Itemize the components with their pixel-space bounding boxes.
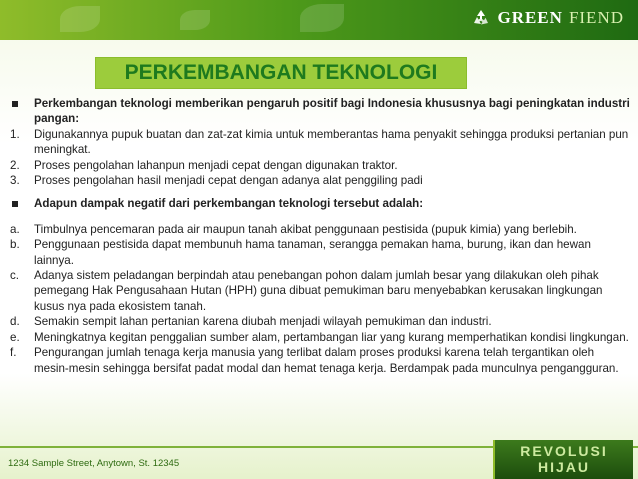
- list-item-text: Meningkatnya kegitan penggalian sumber alam, pertambangan liar yang kurang memperhatikan kondisi lingkungan.: [34, 330, 629, 344]
- list-marker: 1.: [10, 127, 20, 141]
- list-item-text: Pengurangan jumlah tenaga kerja manusia yang terlibat dalam proses produksi karena telah tergantikan oleh mesin-mesin sehingga bersifat padat modal dan hemat tenaga kerja. Berdampak pada munculnya pengangguran.: [34, 346, 619, 375]
- list-item: [10, 237, 630, 268]
- list-marker: c.: [10, 269, 20, 283]
- list-marker: 2.: [10, 158, 20, 172]
- bullet-square-icon: [12, 101, 18, 107]
- list-item: [10, 222, 630, 237]
- brand-word-green: GREEN: [497, 8, 563, 27]
- revolusi-hijau-badge: [493, 440, 633, 479]
- brand-logo: [471, 8, 624, 28]
- brand-word-fiend: FIEND: [568, 8, 624, 27]
- list-item: [10, 173, 630, 188]
- badge-line1: REVOLUSI: [520, 443, 608, 459]
- slide-content: [10, 96, 630, 376]
- list-marker: 3.: [10, 174, 20, 188]
- section1-bullet: [10, 96, 630, 127]
- list-marker: a.: [10, 222, 20, 236]
- leaf-decoration: [60, 6, 100, 32]
- list-item: [10, 314, 630, 329]
- slide-title: PERKEMBANGAN TEKNOLOGI: [96, 58, 466, 88]
- list-item-text: Timbulnya pencemaran pada air maupun tanah akibat penggunaan pestisida (pupuk kimia) yang berlebih.: [34, 222, 577, 236]
- list-item: [10, 127, 630, 158]
- list-item-text: Adanya sistem peladangan berpindah atau penebangan pohon dalam jumlah besar yang dilakukan oleh pihak pemegang Hak Pengusahaan Hutan (HPH) guna dibuat pemukiman baru menyebabkan kerusakan lingkungan kusus nya pada ekosistem tanah.: [34, 269, 603, 313]
- list-item-text: Semakin sempit lahan pertanian karena diubah menjadi wilayah pemukiman dan industri.: [34, 315, 492, 329]
- bullet-square-icon: [12, 201, 18, 207]
- leaf-decoration: [300, 4, 344, 32]
- list-item-text: Penggunaan pestisida dapat membunuh hama tanaman, serangga pemakan hama, burung, ikan dan hewan lainnya.: [34, 238, 591, 267]
- list-marker: e.: [10, 330, 20, 344]
- recycle-icon: [471, 8, 491, 28]
- list-marker: f.: [10, 346, 17, 360]
- list-item-text: Proses pengolahan hasil menjadi cepat dengan adanya alat penggiling padi: [34, 174, 423, 188]
- list-marker: b.: [10, 238, 20, 252]
- list-item: [10, 330, 630, 345]
- section2-bullet-text: Adapun dampak negatif dari perkembangan teknologi tersebut adalah:: [34, 197, 424, 211]
- badge-line2: HIJAU: [537, 459, 590, 475]
- list-marker: d.: [10, 315, 20, 329]
- list-item-text: Digunakannya pupuk buatan dan zat-zat kimia untuk memberantas hama penyakit sehingga produksi pertanian pun meningkat.: [34, 127, 629, 157]
- list-item: [10, 268, 630, 314]
- list-item: [10, 158, 630, 173]
- header-bar: [0, 0, 638, 40]
- section2-bullet: [10, 196, 630, 211]
- leaf-decoration: [180, 10, 210, 30]
- section1-bullet-text: Perkembangan teknologi memberikan pengaruh positif bagi Indonesia khususnya bagi peningkatan industri pangan:: [34, 97, 630, 126]
- footer-address: 1234 Sample Street, Anytown, St. 12345: [8, 458, 180, 469]
- list-item: [10, 345, 630, 376]
- list-item-text: Proses pengolahan lahanpun menjadi cepat dengan digunakan traktor.: [34, 158, 398, 172]
